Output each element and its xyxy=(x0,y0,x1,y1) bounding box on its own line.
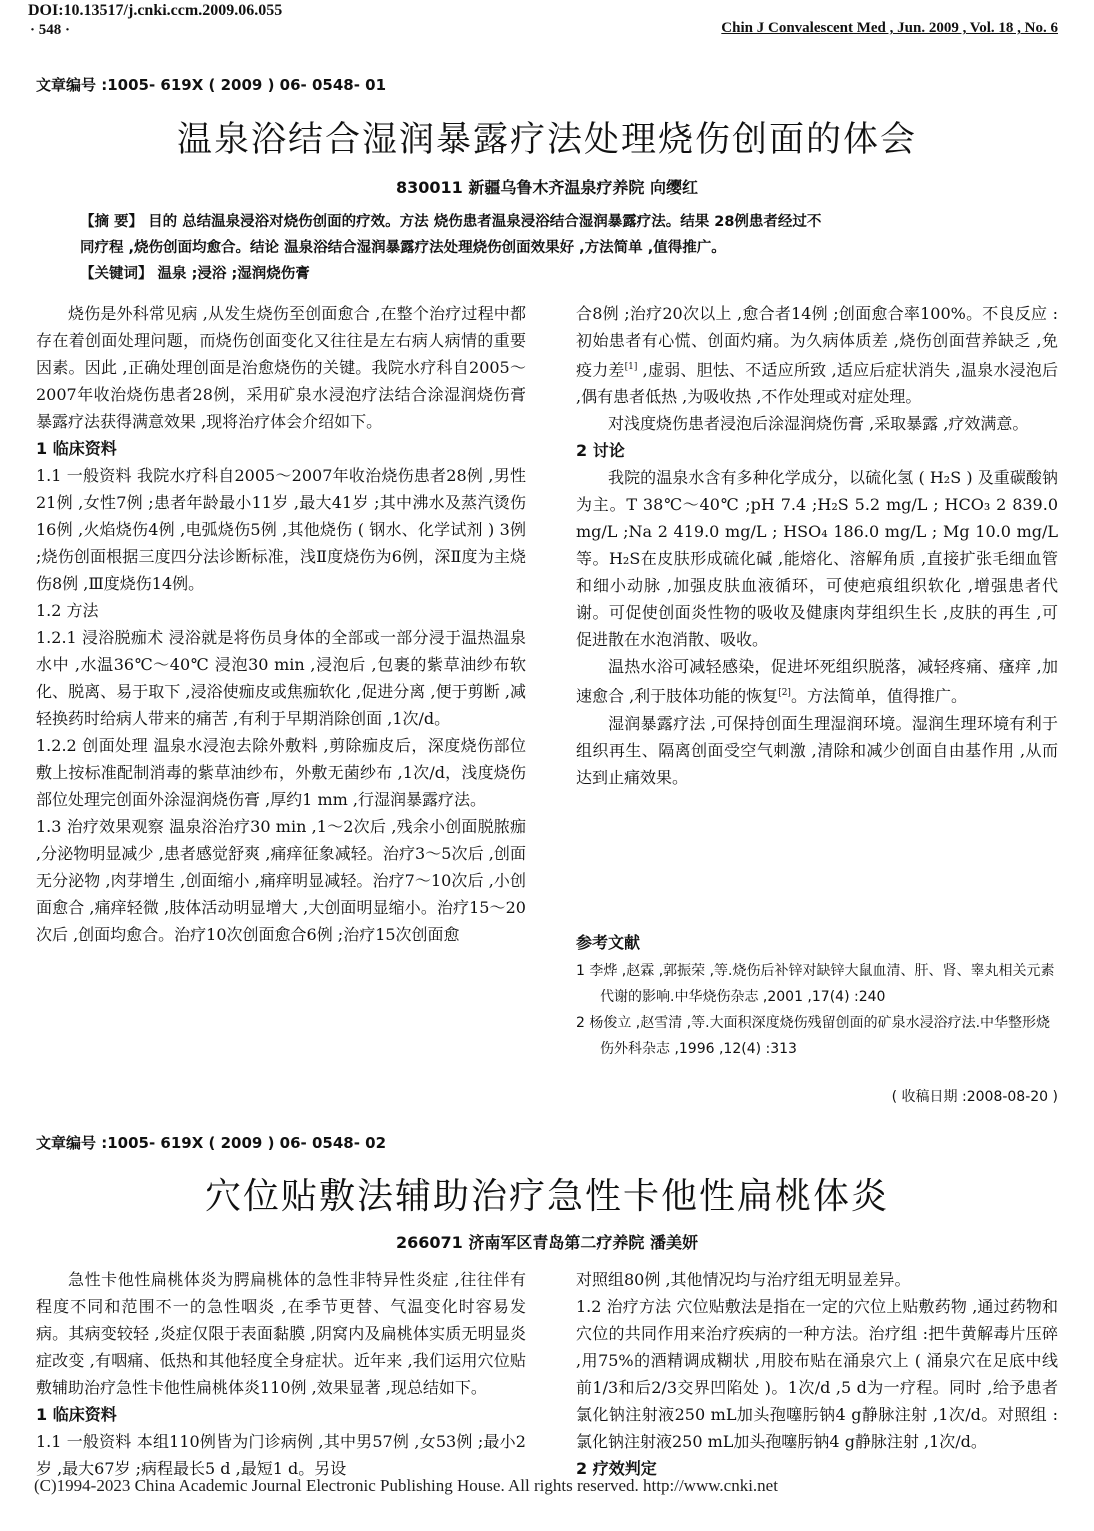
article1-column-right xyxy=(576,300,1058,791)
citation: [1] xyxy=(624,362,638,372)
article1-abstract xyxy=(80,209,1030,287)
abstract-line: 【摘 要】 目的 总结温泉浸浴对烧伤创面的疗效。方法 烧伤患者温泉浸浴结合湿润暴露疗法。结果 28例患者经过不 xyxy=(80,214,822,230)
paragraph: 1.3 治疗效果观察 温泉浴治疗30 min ,1～2次后 ,残余小创面脱脓痂 ,分泌物明显减少 ,患者感觉舒爽 ,痛痒征象减轻。治疗3～5次后 ,创面无分泌物 ,肉芽增生 ,创面缩小 ,痛痒明显减轻。治疗7～10次后 ,小创面愈合 ,痛痒轻微 ,肢体活动明显增大 ,大创面明显缩小。治疗15～20次后 ,创面均愈合。治疗10次创面愈合6例 ;治疗15次创面愈 xyxy=(36,817,526,944)
article2-author: 266071 济南军区青岛第二疗养院 潘美妍 xyxy=(396,1233,698,1252)
paragraph: 对照组80例 ,其他情况均与治疗组无明显差异。 xyxy=(576,1270,911,1289)
paragraph: 1.2 治疗方法 穴位贴敷法是指在一定的穴位上贴敷药物 ,通过药物和穴位的共同作用来治疗疾病的一种方法。治疗组 :把牛黄解毒片压碎 ,用75%的酒精调成糊状 ,用胶布贴在涌泉穴上 ( 涌泉穴在足底中线前1/3和后2/3交界凹陷处 )。1次/d ,5 d为一疗程。同时 ,给予患者氯化钠注射液250 mL加头孢噻肟钠4 g静脉注射 ,1次/d。对照组 :氯化钠注射液250 mL加头孢噻肟钠4 g静脉注射 ,1次/d。 xyxy=(576,1297,1058,1451)
text: 。方法简单，值得推广。 xyxy=(790,686,967,706)
article2-column-left xyxy=(36,1266,526,1482)
article1-author: 830011 新疆乌鲁木齐温泉疗养院 向缨红 xyxy=(396,178,698,197)
paragraph xyxy=(576,653,1058,709)
text: ,虚弱、胆怯、不适应所致 ,适应后症状消失 ,温泉水浸泡后 ,偶有患者低热 ,为吸收热 ,不作处理或对症处理。 xyxy=(576,360,1058,407)
article1-number: 文章编号 :1005- 619X ( 2009 ) 06- 0548- 01 xyxy=(36,76,387,94)
section-heading: 1.2 方法 xyxy=(36,601,99,620)
paragraph: 我院的温泉水含有多种化学成分，以硫化氢 ( H₂S ) 及重碳酸钠为主。T 38℃～40℃ ;pH 7.4 ;H₂S 5.2 mg/L ; HCO₃ 2 839.0 mg/L ;Na 2 419.0 mg/L ; HSO₄ 186.0 mg/L ; Mg 10.0 mg/L等。H₂S在皮肤形成硫化碱 ,能熔化、溶解角质 ,直接扩张毛细血管和细小动脉 ,加强皮肤血液循环，可使疤痕组织软化 ,增强患者代谢。可促使创面炎性物的吸收及健康肉芽组织生长 ,皮肤的再生 ,可促进散在水泡消散、吸收。 xyxy=(576,468,1058,650)
references-list xyxy=(576,958,1058,1062)
paragraph: 1.2.2 创面处理 温泉水浸泡去除外敷料 ,剪除痂皮后，深度烧伤部位敷上按标准配制消毒的紫草油纱布，外敷无菌纱布 ,1次/d，浅度烧伤部位处理完创面外涂湿润烧伤膏 ,厚约1 mm ,行湿润暴露疗法。 xyxy=(36,736,526,809)
article1-title: 温泉浴结合湿润暴露疗法处理烧伤创面的体会 xyxy=(176,120,917,160)
paragraph xyxy=(576,300,1058,410)
reference-item: 2 杨俊立 ,赵雪清 ,等.大面积深度烧伤残留创面的矿泉水浸浴疗法.中华整形烧伤外科杂志 ,1996 ,12(4) :313 xyxy=(576,1015,1051,1057)
section-heading: 2 疗效判定 xyxy=(576,1459,657,1478)
page-number: · 548 · xyxy=(30,22,71,38)
doi-line: DOI:10.13517/j.cnki.ccm.2009.06.055 xyxy=(28,2,283,19)
paragraph: 急性卡他性扁桃体炎为腭扁桃体的急性非特异性炎症 ,往往伴有程度不同和范围不一的急性咽炎 ,在季节更替、气温变化时容易发病。其病变较轻 ,炎症仅限于表面黏膜 ,阴窝内及扁桃体实质无明显炎症改变 ,有咽痛、低热和其他轻度全身症状。近年来 ,我们运用穴位贴敷辅助治疗急性卡他性扁桃体炎110例 ,效果显著 ,现总结如下。 xyxy=(36,1270,526,1397)
reference-item: 1 李烨 ,赵霖 ,郭振荣 ,等.烧伤后补锌对缺锌大鼠血清、肝、肾、睾丸相关元素代谢的影响.中华烧伤杂志 ,2001 ,17(4) :240 xyxy=(576,963,1055,1005)
article1-column-left xyxy=(36,300,526,948)
paragraph: 湿润暴露疗法 ,可保持创面生理湿润环境。湿润生理环境有利于组织再生、隔离创面受空气刺激 ,清除和减少创面自由基作用 ,从而达到止痛效果。 xyxy=(576,713,1058,787)
article2-title: 穴位贴敷法辅助治疗急性卡他性扁桃体炎 xyxy=(204,1176,889,1217)
article2-column-right xyxy=(576,1266,1058,1482)
paragraph: 烧伤是外科常见病 ,从发生烧伤至创面愈合 ,在整个治疗过程中都存在着创面处理问题，而烧伤创面变化又往往是左右病人病情的重要因素。因此 ,正确处理创面是治愈烧伤的关键。我院水疗科自2005～2007年收治烧伤患者28例，采用矿泉水浸泡疗法结合涂湿润烧伤膏暴露疗法获得满意效果 ,现将治疗体会介绍如下。 xyxy=(36,304,526,431)
copyright-footer: (C)1994-2023 China Academic Journal Electronic Publishing House. All rights reserved. http://www.cnki.net xyxy=(34,1476,778,1495)
journal-header: Chin J Convalescent Med , Jun. 2009 , Vol. 18 , No. 6 xyxy=(721,20,1058,36)
section-heading: 1 临床资料 xyxy=(36,439,117,458)
paragraph: 1.1 一般资料 我院水疗科自2005～2007年收治烧伤患者28例 ,男性21例 ,女性7例 ;患者年龄最小11岁 ,最大41岁 ;其中沸水及蒸汽烫伤16例 ,火焰烧伤4例 ,电弧烧伤5例 ,其他烧伤 ( 钢水、化学试剂 ) 3例 ;烧伤创面根据三度四分法诊断标准，浅Ⅱ度烧伤为6例，深Ⅱ度为主烧伤8例 ,Ⅲ度烧伤14例。 xyxy=(36,466,526,593)
paragraph: 1.1 一般资料 本组110例皆为门诊病例 ,其中男57例 ,女53例 ;最小2岁 ,最大67岁 ;病程最长5 d ,最短1 d。另设 xyxy=(36,1432,526,1478)
paragraph: 对浅度烧伤患者浸泡后涂湿润烧伤膏 ,采取暴露 ,疗效满意。 xyxy=(608,414,1029,434)
section-heading: 2 讨论 xyxy=(576,441,625,461)
citation: [2] xyxy=(778,688,791,699)
text: 合8例 ;治疗20次以上 ,愈合者14例 ;创面愈合率100%。不良反应 :初始患者有心慌、创面灼痛。为久病体质差 ,烧伤创面营养缺乏 ,免疫力差 xyxy=(576,304,1058,380)
keywords: 【关键词】 温泉 ;浸浴 ;湿润烧伤膏 xyxy=(80,266,310,282)
section-heading: 1 临床资料 xyxy=(36,1405,117,1424)
references-heading: 参考文献 xyxy=(576,933,641,952)
abstract-line: 同疗程 ,烧伤创面均愈合。结论 温泉浴结合湿润暴露疗法处理烧伤创面效果好 ,方法简单 ,值得推广。 xyxy=(80,240,726,256)
article2-number: 文章编号 :1005- 619X ( 2009 ) 06- 0548- 02 xyxy=(36,1134,387,1152)
paragraph: 1.2.1 浸浴脱痂术 浸浴就是将伤员身体的全部或一部分浸于温热温泉水中 ,水温36℃～40℃ 浸泡30 min ,浸泡后 ,包裹的紫草油纱布软化、脱离、易于取下 ,浸浴使痂皮或焦痂软化 ,促进分离 ,便于剪断 ,减轻换药时给病人带来的痛苦 ,有利于早期消除创面 ,1次/d。 xyxy=(36,628,526,728)
received-date: ( 收稿日期 :2008-08-20 ) xyxy=(891,1089,1058,1105)
text: 温热水浴可减轻感染，促进坏死组织脱落，减轻疼痛、瘙痒 ,加速愈合 ,利于肢体功能的恢复 xyxy=(576,657,1058,706)
